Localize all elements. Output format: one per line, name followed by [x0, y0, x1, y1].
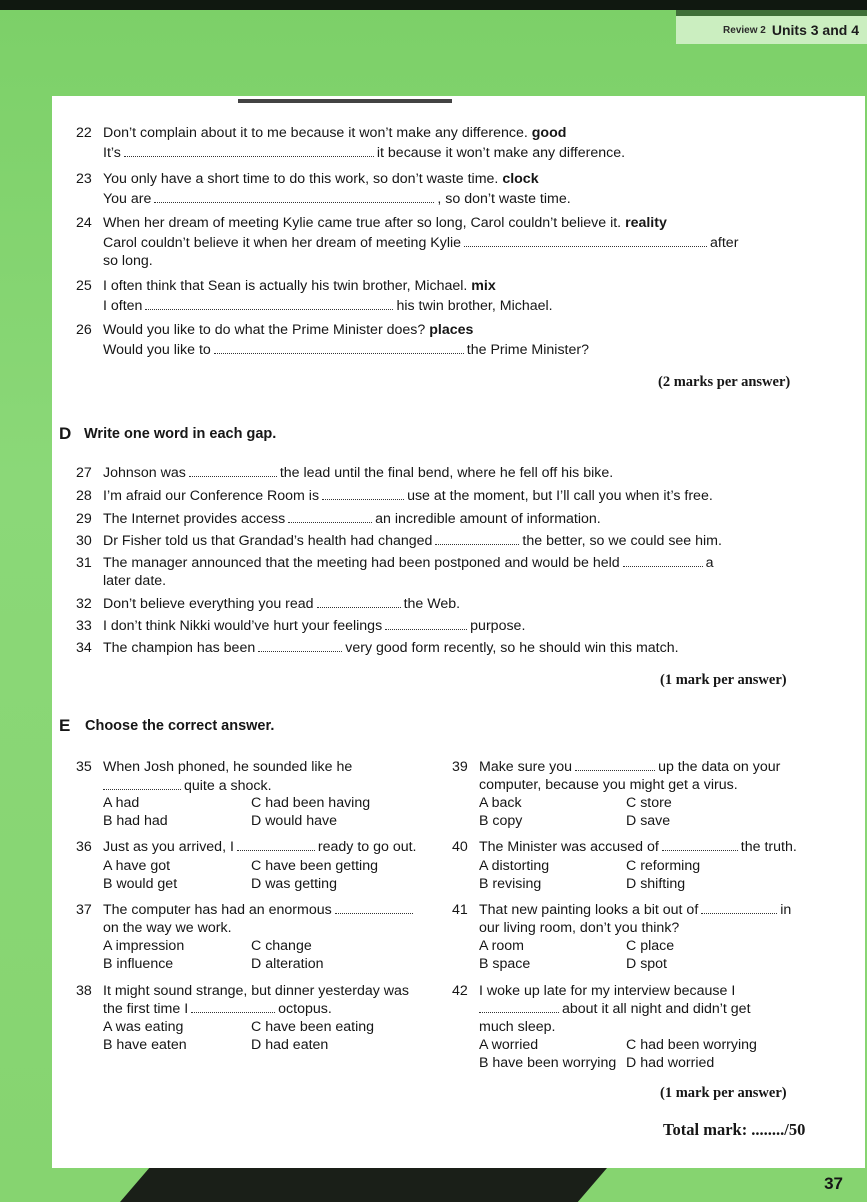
question-line-start: The Minister was accused of — [479, 839, 659, 855]
answer-gap[interactable] — [154, 190, 434, 203]
sentence-start: Johnson was — [103, 465, 186, 481]
question-line: computer, because you might get a virus. — [479, 777, 738, 793]
answer-suffix: his twin brother, Michael. — [396, 298, 553, 314]
question-text: When her dream of meeting Kylie came true after so long, Carol couldn’t believe it. — [103, 215, 622, 231]
sentence-start: The Internet provides access — [103, 511, 286, 527]
question-number: 42 — [452, 983, 468, 999]
option-b[interactable]: B have eaten — [103, 1037, 187, 1053]
key-word: places — [429, 322, 474, 338]
answer-gap — [237, 838, 315, 851]
scan-mark — [238, 99, 452, 103]
question-32 — [76, 595, 836, 615]
question-number: 25 — [76, 278, 92, 294]
option-b[interactable]: B influence — [103, 956, 174, 972]
option-d[interactable]: D had worried — [626, 1055, 715, 1071]
units-label: Units 3 and 4 — [771, 22, 859, 38]
option-a[interactable]: A back — [479, 795, 522, 811]
answer-prefix: I often — [103, 298, 143, 314]
question-26 — [76, 321, 836, 361]
question-number: 39 — [452, 759, 468, 775]
question-number: 40 — [452, 839, 468, 855]
sentence-end: purpose. — [470, 618, 526, 634]
answer-continuation: so long. — [103, 253, 153, 269]
option-a[interactable]: A had — [103, 795, 140, 811]
question-number: 30 — [76, 533, 92, 549]
question-34 — [76, 639, 836, 659]
sentence-start: The champion has been — [103, 640, 256, 656]
answer-gap[interactable] — [435, 532, 519, 545]
question-line-end: about it all night and didn’t get — [562, 1001, 751, 1017]
option-a[interactable]: A impression — [103, 938, 185, 954]
option-b[interactable]: B space — [479, 956, 531, 972]
answer-suffix: after — [710, 235, 739, 251]
option-b[interactable]: B have been worrying — [479, 1055, 617, 1071]
page-number: 37 — [824, 1174, 843, 1193]
answer-suffix: the Prime Minister? — [466, 342, 589, 358]
question-35 — [76, 758, 436, 830]
question-line: much sleep. — [479, 1019, 556, 1035]
question-line-start: Just as you arrived, I — [103, 839, 234, 855]
question-text: Would you like to do what the Prime Minister does? — [103, 322, 426, 338]
answer-gap — [191, 1000, 275, 1013]
question-number: 31 — [76, 555, 92, 571]
answer-gap[interactable] — [317, 595, 401, 608]
sentence-start: I don’t think Nikki would’ve hurt your feelings — [103, 618, 383, 634]
question-24 — [76, 214, 836, 272]
question-38 — [76, 982, 436, 1056]
question-number: 34 — [76, 640, 92, 656]
footer-band — [120, 1168, 607, 1202]
question-line-start: That new painting looks a bit out of — [479, 902, 699, 918]
option-d[interactable]: D alteration — [251, 956, 324, 972]
sentence-start: I’m afraid our Conference Room is — [103, 488, 320, 504]
answer-gap[interactable] — [623, 554, 703, 567]
question-number: 26 — [76, 322, 92, 338]
answer-gap[interactable] — [322, 487, 404, 500]
top-bar — [0, 0, 867, 10]
question-number: 41 — [452, 902, 468, 918]
question-37 — [76, 901, 436, 975]
question-23 — [76, 170, 836, 210]
question-29 — [76, 510, 836, 530]
question-28 — [76, 487, 836, 507]
option-d[interactable]: D spot — [626, 956, 668, 972]
question-30 — [76, 532, 836, 552]
question-line-end: octopus. — [278, 1001, 332, 1017]
question-text: You only have a short time to do this work, so don’t waste time. — [103, 171, 499, 187]
question-number: 28 — [76, 488, 92, 504]
answer-gap[interactable] — [124, 144, 374, 157]
question-line-end: ready to go out. — [317, 839, 417, 855]
answer-gap[interactable] — [288, 510, 372, 523]
answer-gap — [479, 1000, 559, 1013]
question-line-end: in — [780, 902, 792, 918]
question-number: 29 — [76, 511, 92, 527]
answer-prefix: It’s — [103, 145, 121, 161]
question-39 — [452, 758, 822, 832]
question-number: 33 — [76, 618, 92, 634]
sentence-start: Dr Fisher told us that Grandad’s health had changed — [103, 533, 433, 549]
answer-suffix: it because it won’t make any difference. — [376, 145, 626, 161]
option-c[interactable]: C had been having — [251, 795, 371, 811]
answer-gap[interactable] — [214, 341, 464, 354]
question-number: 38 — [76, 983, 92, 999]
section-letter: D — [59, 424, 72, 443]
section-title: Write one word in each gap. — [84, 426, 277, 442]
answer-gap[interactable] — [258, 639, 342, 652]
sentence-end: a — [705, 555, 714, 571]
question-line: on the way we work. — [103, 920, 232, 936]
question-42 — [452, 982, 822, 1074]
question-line-end: the truth. — [740, 839, 797, 855]
section-title: Choose the correct answer. — [85, 718, 275, 734]
option-c[interactable]: C reforming — [626, 858, 701, 874]
review-label: Review 2 — [723, 24, 766, 36]
answer-gap[interactable] — [189, 464, 277, 477]
option-b[interactable]: B would get — [103, 876, 178, 892]
option-b[interactable]: B copy — [479, 813, 523, 829]
sentence-end: the Web. — [403, 596, 461, 612]
question-line-end: quite a shock. — [184, 778, 272, 794]
answer-gap — [103, 777, 181, 790]
answer-prefix: Would you like to — [103, 342, 211, 358]
question-number: 36 — [76, 839, 92, 855]
question-line-start: Make sure you — [479, 759, 573, 775]
answer-gap — [701, 901, 777, 914]
option-a[interactable]: A room — [479, 938, 524, 954]
option-c[interactable]: C had been worrying — [626, 1037, 757, 1053]
answer-gap — [575, 758, 655, 771]
question-number: 35 — [76, 759, 92, 775]
sentence-start: Don’t believe everything you read — [103, 596, 314, 612]
question-line: I woke up late for my interview because I — [479, 983, 736, 999]
marks-note: (2 marks per answer) — [658, 374, 791, 390]
marks-note: (1 mark per answer) — [660, 672, 787, 688]
key-word: mix — [471, 278, 496, 294]
option-c[interactable]: C have been eating — [251, 1019, 375, 1035]
key-word: good — [531, 125, 567, 141]
answer-prefix: You are — [103, 191, 152, 207]
question-25 — [76, 277, 836, 317]
question-33 — [76, 617, 836, 637]
option-d[interactable]: D was getting — [251, 876, 337, 892]
option-d[interactable]: D would have — [251, 813, 337, 829]
option-b[interactable]: B revising — [479, 876, 542, 892]
option-d[interactable]: D had eaten — [251, 1037, 329, 1053]
option-c[interactable]: C have been getting — [251, 858, 378, 874]
question-text: Don’t complain about it to me because it won’t make any difference. — [103, 125, 528, 141]
question-22 — [76, 124, 836, 164]
sentence-end: the lead until the final bend, where he fell off his bike. — [279, 465, 614, 481]
question-line-end: up the data on your — [658, 759, 781, 775]
question-line: It might sound strange, but dinner yesterday was — [103, 983, 409, 999]
question-number: 23 — [76, 171, 92, 187]
option-a[interactable]: A worried — [479, 1037, 539, 1053]
option-c[interactable]: C change — [251, 938, 312, 954]
option-b[interactable]: B had had — [103, 813, 168, 829]
section-letter: E — [59, 716, 71, 735]
unit-header — [676, 16, 867, 44]
sentence-end: the better, so we could see him. — [522, 533, 722, 549]
option-a[interactable]: A distorting — [479, 858, 550, 874]
answer-gap[interactable] — [464, 234, 707, 247]
option-c[interactable]: C store — [626, 795, 672, 811]
option-d[interactable]: D save — [626, 813, 671, 829]
answer-suffix: , so don’t waste time. — [437, 191, 571, 207]
total-mark: Total mark: ......../50 — [663, 1120, 806, 1139]
option-a[interactable]: A have got — [103, 858, 171, 874]
answer-gap — [335, 901, 413, 914]
key-word: reality — [625, 215, 667, 231]
question-line: our living room, don’t you think? — [479, 920, 680, 936]
question-number: 27 — [76, 465, 92, 481]
question-36 — [76, 838, 436, 894]
option-a[interactable]: A was eating — [103, 1019, 184, 1035]
question-31 — [76, 554, 836, 592]
question-40 — [452, 838, 822, 894]
answer-gap — [662, 838, 738, 851]
sentence-start: The manager announced that the meeting had been postponed and would be held — [103, 555, 620, 571]
answer-prefix: Carol couldn’t believe it when her dream of meeting Kylie — [103, 235, 462, 251]
question-41 — [452, 901, 822, 975]
key-word: clock — [502, 171, 539, 187]
question-number: 24 — [76, 215, 92, 231]
question-line: When Josh phoned, he sounded like he — [103, 759, 353, 775]
question-number: 22 — [76, 125, 92, 141]
question-line-start: The computer has had an enormous — [103, 902, 332, 918]
sentence-end: use at the moment, but I’ll call you when it’s free. — [407, 488, 713, 504]
answer-gap[interactable] — [385, 617, 467, 630]
question-text: I often think that Sean is actually his twin brother, Michael. — [103, 278, 468, 294]
sentence-end: an incredible amount of information. — [375, 511, 601, 527]
sentence-continuation: later date. — [103, 573, 167, 589]
question-number: 37 — [76, 902, 92, 918]
option-d[interactable]: D shifting — [626, 876, 686, 892]
answer-gap[interactable] — [145, 297, 393, 310]
option-c[interactable]: C place — [626, 938, 675, 954]
question-27 — [76, 464, 836, 484]
sentence-end: very good form recently, so he should win this match. — [345, 640, 679, 656]
marks-note: (1 mark per answer) — [660, 1085, 787, 1101]
question-number: 32 — [76, 596, 92, 612]
question-line-start: the first time I — [103, 1001, 189, 1017]
